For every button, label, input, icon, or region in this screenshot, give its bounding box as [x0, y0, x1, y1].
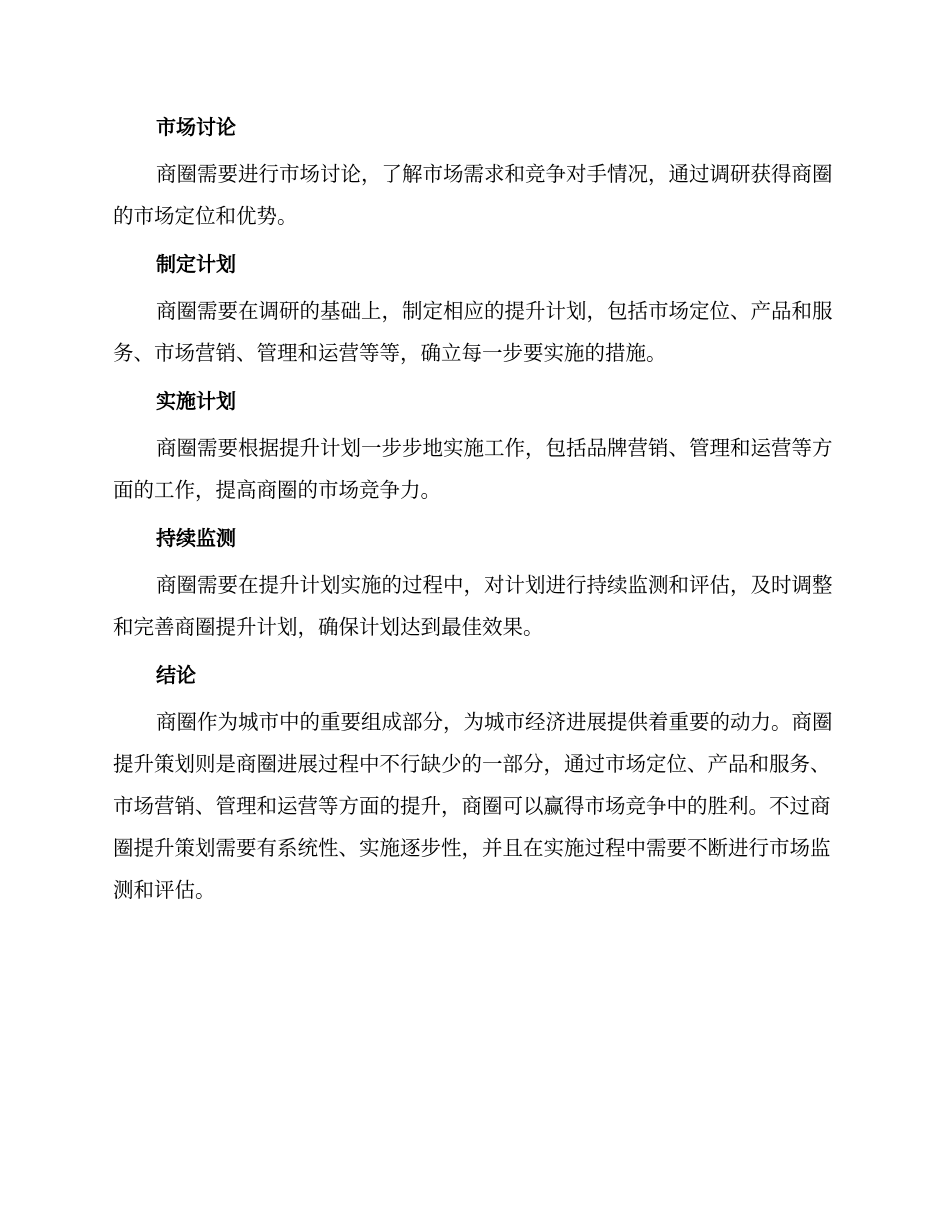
document-body: [113, 108, 835, 919]
section-paragraph: 商圈需要进行市场讨论，了解市场需求和竞争对手情况，通过调研获得商圈的市场定位和优势。: [113, 162, 833, 228]
section-paragraph: 商圈需要根据提升计划一步步地实施工作，包括品牌营销、管理和运营等方面的工作，提高商圈的市场竞争力。: [113, 436, 833, 502]
section-continuous-monitoring: [113, 519, 835, 648]
section-conclusion: [113, 656, 835, 911]
section-heading: 持续监测: [156, 526, 236, 550]
section-heading: 制定计划: [156, 252, 236, 276]
section-paragraph: 商圈需要在提升计划实施的过程中，对计划进行持续监测和评估，及时调整和完善商圈提升计划，确保计划达到最佳效果。: [113, 573, 833, 639]
section-market-discussion: [113, 108, 835, 237]
section-paragraph: 商圈作为城市中的重要组成部分，为城市经济进展提供着重要的动力。商圈提升策划则是商圈进展过程中不行缺少的一部分，通过市场定位、产品和服务、市场营销、管理和运营等方面的提升，商圈可以赢得市场竞争中的胜利。不过商圈提升策划需要有系统性、实施逐步性，并且在实施过程中需要不断进行市场监测和评估。: [113, 710, 833, 902]
section-heading: 结论: [156, 663, 196, 687]
section-implement-plan: [113, 382, 835, 511]
section-paragraph: 商圈需要在调研的基础上，制定相应的提升计划，包括市场定位、产品和服务、市场营销、管理和运营等等，确立每一步要实施的措施。: [113, 299, 833, 365]
section-heading: 市场讨论: [156, 115, 236, 139]
section-heading: 实施计划: [156, 389, 236, 413]
section-make-plan: [113, 245, 835, 374]
